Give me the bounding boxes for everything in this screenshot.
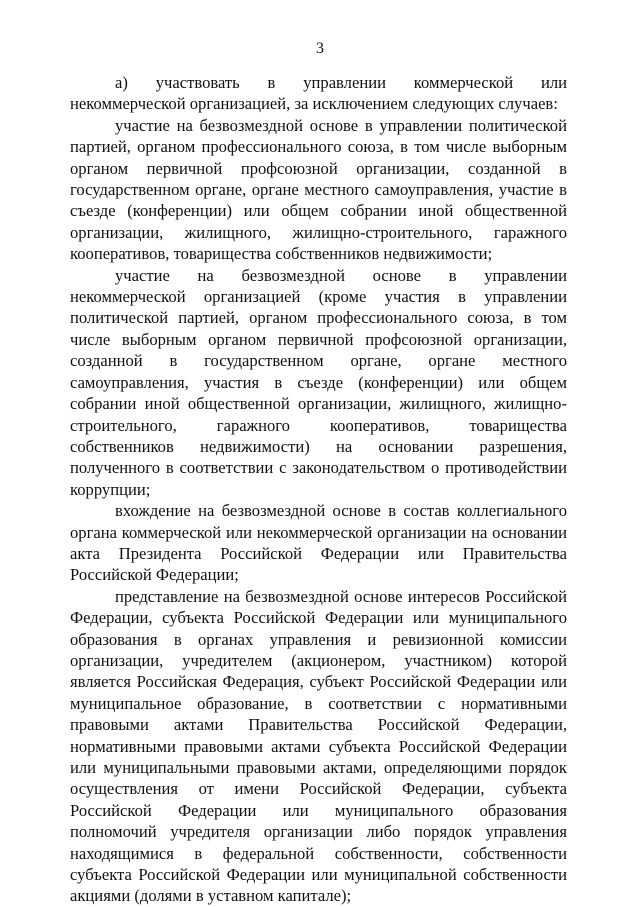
paragraph-representation: представление на безвозмездной основе интересов Российской Федерации, субъекта Российской Федерации или муниципального образования в органах управления и ревизионной комиссии организации, учредителем (акционером, участником) которой является Российская Федерация, субъект Российской Федерации или муниципальное образование, в соответствии с нормативными правовыми актами Правительства Российской Федерации, нормативными правовыми актами субъекта Российской Федерации или муниципальными правовыми актами, определяющими порядок осуществления от имени Российской Федерации, субъекта Российской Федерации или муниципального образования полномочий учредителя организации либо порядок управления находящимися в федеральной собственности, собственности субъекта Российской Федерации или муниципальной собственности акциями (долями в уставном капитале); bbox=[70, 586, 567, 906]
page-number: 3 bbox=[316, 40, 324, 57]
paragraph-intro: а) участвовать в управлении коммерческой или некоммерческой организацией, за исключением следующих случаев: bbox=[70, 73, 567, 114]
paragraph-collegial-body: вхождение на безвозмездной основе в состав коллегиального органа коммерческой или некоммерческой организации на основании акта Президента Российской Федерации или Правительства Российской Федерации; bbox=[70, 501, 567, 585]
paragraph-noncommercial-org: участие на безвозмездной основе в управлении некоммерческой организацией (кроме участия в управлении политической партией, органом профессионального союза, в том числе выборным органом первичной профсоюзной организации, созданной в государственном органе, органе местного самоуправления, участия в съезде (конференции) или общем собрании иной общественной организации, жилищного, жилищно-строительного, гаражного кооперативов, товарищества собственников недвижимости) на основании разрешения, полученного в соответствии с законодательством о противодействии коррупции; bbox=[70, 265, 567, 499]
paragraph-political-party: участие на безвозмездной основе в управлении политической партией, органом профессионального союза, в том числе выборным органом первичной профсоюзной организации, созданной в государственном органе, органе местного самоуправления, участие в съезде (конференции) или общем собрании иной общественной организации, жилищного, жилищно-строительного, гаражного кооперативов, товарищества собственников недвижимости; bbox=[70, 115, 567, 264]
document-body bbox=[70, 72, 567, 907]
